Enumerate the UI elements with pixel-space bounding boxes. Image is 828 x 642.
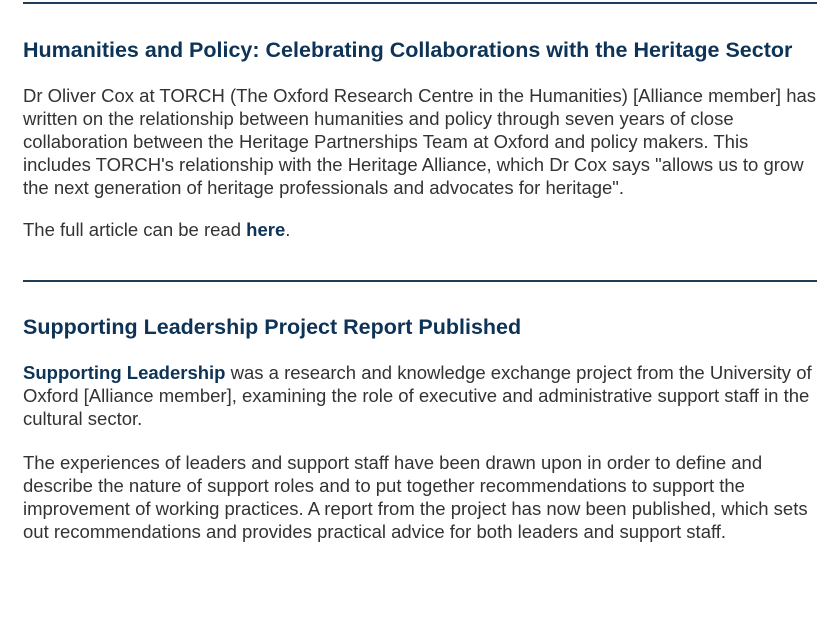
article-title: Humanities and Policy: Celebrating Collaborations with the Heritage Sector: [23, 38, 793, 62]
article-humanities-policy: [23, 37, 817, 241]
section-divider: [23, 2, 817, 4]
supporting-leadership-link[interactable]: Supporting Leadership: [23, 362, 226, 383]
article-body-paragraph: The experiences of leaders and support staff have been drawn upon in order to define and describe the nature of support roles and to put together recommendations to support the improvement of working practices. A report from the project has now been published, which sets out recommendations and provides practical advice for both leaders and support staff.: [23, 452, 808, 542]
article-title: Supporting Leadership Project Report Published: [23, 315, 522, 339]
full-article-link[interactable]: here: [246, 219, 286, 240]
article-link-paragraph: [23, 218, 817, 241]
article-body-paragraph: [23, 361, 817, 430]
article-link-intro: The full article can be read: [23, 219, 247, 240]
article-body-text: was a research and knowledge exchange project from the University of Oxford [Alliance member], examining the role of executive and administrative support staff in the cultural sector.: [23, 362, 812, 429]
article-body-paragraph: Dr Oliver Cox at TORCH (The Oxford Research Centre in the Humanities) [Alliance member] has written on the relationship between humanities and policy through seven years of close collaboration between the Heritage Partnerships Team at Oxford and policy makers. This includes TORCH's relationship with the Heritage Alliance, which Dr Cox says "allows us to grow the next generation of heritage professionals and advocates for heritage".: [23, 85, 817, 198]
article-link-outro: .: [285, 219, 291, 240]
newsletter-content: [23, 0, 817, 543]
article-supporting-leadership: [23, 314, 817, 543]
section-divider: [23, 280, 817, 282]
